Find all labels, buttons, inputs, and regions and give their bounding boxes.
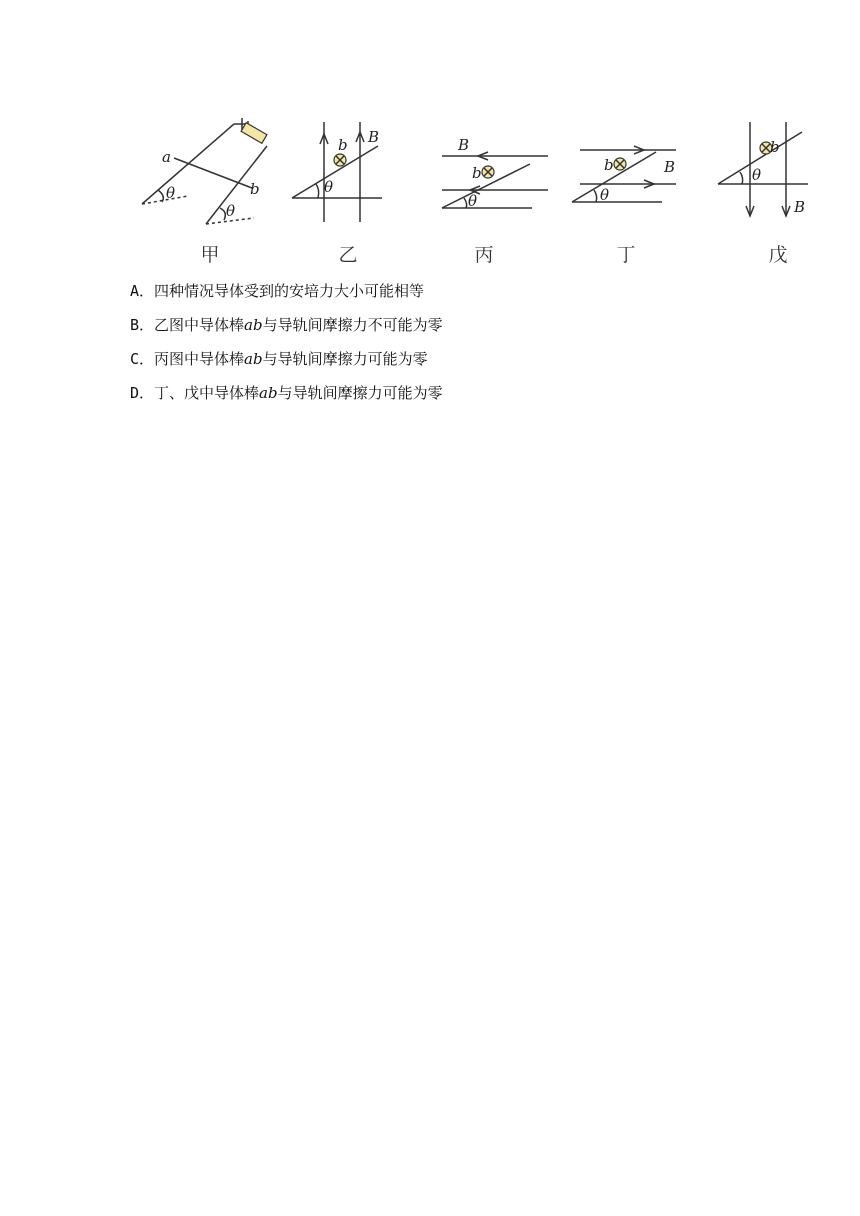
option-letter: A． bbox=[130, 282, 155, 300]
figure-yi bbox=[290, 112, 390, 232]
label-b: b bbox=[472, 164, 482, 182]
label-a: a bbox=[162, 148, 171, 166]
option-text-tail: 与导轨间摩擦力可能为零 bbox=[277, 384, 443, 402]
figure-wu bbox=[716, 112, 816, 232]
option-text: 丙图中导体棒 bbox=[154, 350, 245, 368]
option-text-tail: 与导轨间摩擦力可能为零 bbox=[262, 350, 428, 368]
label-B: B bbox=[794, 198, 806, 216]
label-theta: θ bbox=[600, 186, 610, 204]
option-text: 乙图中导体棒 bbox=[154, 316, 245, 334]
option-d[interactable] bbox=[130, 376, 790, 410]
figure-row bbox=[128, 112, 818, 268]
figure-jia bbox=[138, 112, 268, 232]
option-text: 四种情况导体受到的安培力大小可能相等 bbox=[154, 282, 425, 300]
label-B: B bbox=[664, 158, 676, 176]
label-b: b bbox=[770, 138, 780, 156]
option-italic: ab bbox=[244, 350, 263, 368]
option-italic: ab bbox=[244, 316, 263, 334]
answer-options bbox=[130, 274, 790, 410]
label-b: b bbox=[604, 156, 614, 174]
figure-caption: 乙 bbox=[338, 244, 358, 266]
label-b: b bbox=[338, 136, 348, 154]
option-letter: D． bbox=[130, 384, 155, 402]
figure-bing bbox=[438, 112, 558, 232]
option-text: 丁、戊中导体棒 bbox=[154, 384, 260, 402]
figure-caption: 戊 bbox=[768, 244, 788, 266]
figure-caption: 甲 bbox=[200, 244, 220, 266]
label-theta: θ bbox=[752, 166, 762, 184]
label-theta: θ bbox=[324, 178, 334, 196]
option-a[interactable] bbox=[130, 274, 790, 308]
option-text-tail: 与导轨间摩擦力不可能为零 bbox=[262, 316, 443, 334]
option-c[interactable] bbox=[130, 342, 790, 376]
label-b: b bbox=[250, 180, 260, 198]
label-theta: θ bbox=[468, 192, 478, 210]
option-letter: B． bbox=[130, 316, 155, 334]
figure-ding bbox=[568, 112, 688, 232]
option-italic: ab bbox=[259, 384, 278, 402]
label-B: B bbox=[458, 136, 470, 154]
option-letter: C． bbox=[130, 350, 155, 368]
figure-caption: 丁 bbox=[616, 244, 636, 266]
label-theta: θ bbox=[166, 184, 176, 202]
option-b[interactable] bbox=[130, 308, 790, 342]
label-theta: θ bbox=[226, 202, 236, 220]
label-B: B bbox=[368, 128, 380, 146]
figure-caption: 丙 bbox=[474, 244, 494, 266]
